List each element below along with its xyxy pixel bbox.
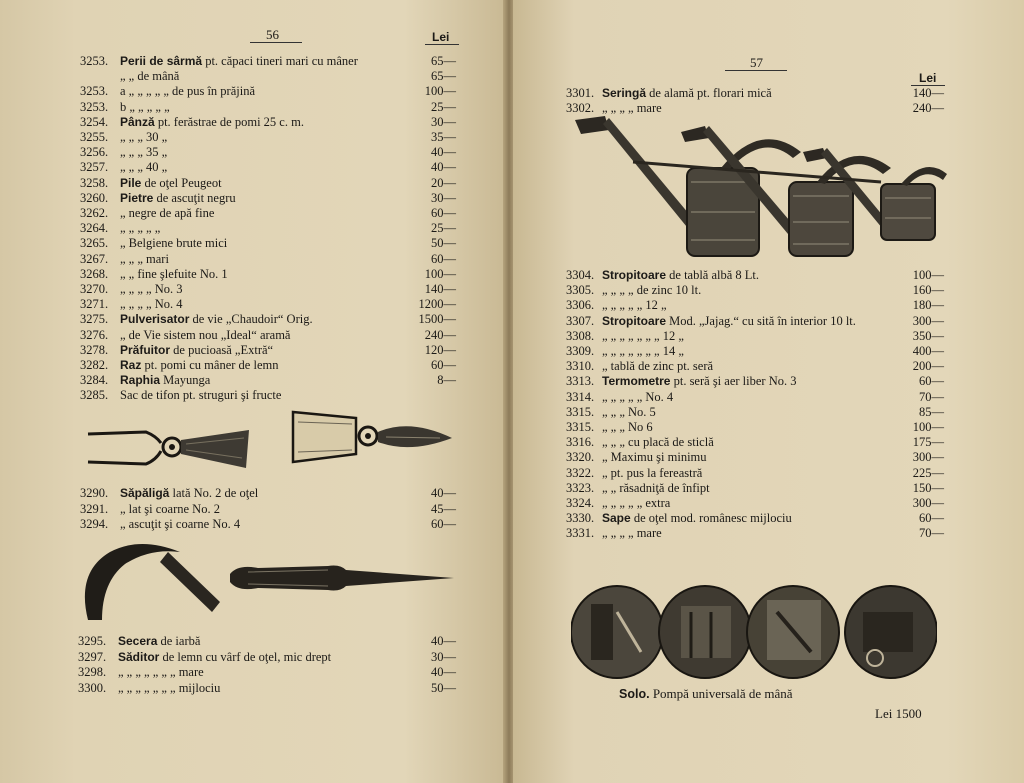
catalog-row — [80, 358, 456, 372]
catalog-row — [80, 100, 456, 114]
item-text: „ „ „ „ „ „ „ 14 „ — [602, 344, 684, 358]
item-price: 60— — [919, 374, 944, 389]
catalog-row — [566, 511, 944, 525]
item-price: 70— — [919, 526, 944, 541]
item-code: 3253. — [80, 99, 109, 114]
item-text: Mayunga — [163, 373, 211, 388]
item-description — [120, 297, 182, 311]
item-description — [120, 115, 304, 129]
item-description — [602, 466, 702, 480]
item-description — [120, 69, 179, 83]
item-code: 3301. — [566, 86, 595, 100]
item-code: 3300. — [78, 680, 107, 695]
catalog-row — [566, 359, 944, 373]
item-text: „ „ „ 35 „ — [120, 145, 168, 160]
catalog-row — [80, 206, 456, 220]
item-name: Pulverisator — [120, 312, 190, 327]
item-description — [602, 359, 713, 373]
currency-header: Lei — [919, 71, 937, 85]
item-description — [602, 374, 796, 388]
pump-price: Lei 1500 — [875, 706, 922, 721]
item-description — [602, 298, 667, 312]
item-code: 3257. — [80, 160, 109, 175]
item-price: 350— — [912, 328, 944, 343]
item-price: 35— — [431, 130, 456, 144]
item-description — [120, 84, 255, 98]
catalog-row — [566, 329, 944, 343]
item-description — [120, 130, 167, 144]
item-code: 3260. — [80, 190, 109, 205]
item-code: 3258. — [80, 175, 109, 190]
item-description — [120, 358, 278, 372]
item-code: 3320. — [566, 450, 595, 465]
pump-name: Solo. — [619, 687, 650, 701]
item-code: 3331. — [566, 526, 595, 541]
item-code: 3262. — [80, 206, 109, 220]
item-code: 3302. — [566, 101, 595, 115]
item-text: „ „ „ „ mare — [602, 101, 662, 115]
item-name: Săpăligă — [120, 486, 170, 500]
right-page — [513, 0, 1024, 783]
item-description — [602, 496, 670, 510]
item-name: Pile — [120, 175, 142, 190]
catalog-row — [80, 176, 456, 190]
item-description — [120, 373, 210, 387]
item-code: 3330. — [566, 511, 595, 526]
item-text: pt. ferăstrae de pomi 25 c. m. — [157, 114, 304, 129]
item-text: „ „ „ „ „ „ „ mijlociu — [118, 680, 221, 695]
item-price: 20— — [431, 175, 456, 190]
item-description — [120, 252, 169, 266]
item-text: „ „ „ No 6 — [602, 420, 653, 434]
item-price: 160— — [912, 283, 944, 298]
item-description — [602, 511, 792, 525]
item-price: 65— — [431, 69, 456, 84]
catalog-row — [566, 344, 944, 358]
item-text: „ „ „ „ „ „ „ mare — [118, 665, 204, 679]
item-text: „ „ „ „ No. 3 — [120, 282, 183, 296]
pump-description: Pompă universală de mână — [652, 686, 793, 701]
item-name: Sape — [602, 511, 631, 526]
item-description — [602, 268, 759, 282]
catalog-row — [566, 435, 944, 449]
item-description — [120, 176, 222, 190]
catalog-row — [80, 130, 456, 144]
item-text: „ „ de mână — [120, 69, 180, 84]
item-name: Săditor — [118, 649, 160, 664]
catalog-row — [80, 84, 456, 98]
item-price: 300— — [912, 313, 944, 328]
item-code: 3313. — [566, 374, 595, 389]
catalog-row — [80, 160, 456, 174]
item-text: de ascuţit negru — [156, 190, 236, 205]
item-code: 3307. — [566, 313, 595, 328]
catalog-row — [566, 268, 944, 282]
catalog-row — [566, 450, 944, 464]
item-text: „ negre de apă fine — [120, 206, 215, 220]
item-description — [120, 312, 313, 326]
item-text: „ ascuţit şi coarne No. 4 — [120, 517, 241, 531]
item-text: „ „ „ 30 „ — [120, 130, 168, 144]
item-text: a „ „ „ „ „ de pus în prăjină — [120, 84, 256, 99]
item-code: 3297. — [78, 649, 107, 664]
item-code: 3315. — [566, 404, 595, 419]
item-description — [602, 526, 662, 540]
item-text: „ „ „ „ No. 4 — [120, 297, 183, 312]
item-description — [120, 145, 167, 159]
item-code: 3276. — [80, 327, 109, 342]
item-description — [602, 405, 656, 419]
currency-header-rule — [425, 44, 459, 45]
item-description — [120, 502, 220, 516]
item-code: 3314. — [566, 389, 595, 404]
item-description — [118, 665, 204, 679]
item-description — [120, 388, 281, 402]
catalog-row — [566, 466, 944, 480]
catalog-row — [566, 496, 944, 510]
catalog-row — [80, 69, 456, 83]
item-description — [602, 283, 701, 297]
item-name: Secera — [118, 634, 158, 648]
item-text: „ lat şi coarne No. 2 — [120, 501, 220, 516]
item-price: 40— — [431, 145, 456, 160]
item-price: 45— — [431, 501, 456, 516]
item-code: 3316. — [566, 435, 595, 450]
item-price: 40— — [431, 486, 456, 500]
sickle-illustration — [80, 542, 230, 622]
item-price: 30— — [431, 190, 456, 205]
item-description — [602, 420, 653, 434]
item-code: 3294. — [80, 517, 109, 531]
item-code: 3253. — [80, 54, 109, 68]
catalog-row — [566, 405, 944, 419]
catalog-row — [80, 502, 456, 516]
pump-photos-illustration — [571, 582, 937, 682]
item-text: pt. seră şi aer liber No. 3 — [673, 374, 797, 389]
catalog-row — [80, 297, 456, 311]
catalog-row — [80, 236, 456, 250]
item-description — [120, 54, 358, 68]
item-code: 3315. — [566, 420, 595, 434]
item-text: „ „ „ „ „ „ „ 12 „ — [602, 328, 684, 343]
catalog-row — [566, 420, 944, 434]
item-code: 3305. — [566, 283, 595, 298]
item-text: „ „ „ 40 „ — [120, 160, 168, 175]
item-price: 40— — [431, 160, 456, 175]
item-code: 3298. — [78, 665, 107, 679]
item-code: 3295. — [78, 634, 107, 648]
page-number-rule — [250, 42, 302, 43]
item-price: 85— — [919, 404, 944, 419]
item-price: 25— — [431, 99, 456, 114]
item-price: 100— — [424, 266, 456, 281]
item-description — [120, 517, 240, 531]
item-code: 3323. — [566, 480, 595, 495]
item-price: 150— — [912, 480, 944, 495]
item-text: lată No. 2 de oţel — [172, 486, 259, 500]
item-text: pt. pomi cu mâner de lemn — [144, 358, 279, 372]
catalog-row — [80, 486, 456, 500]
item-description — [120, 486, 258, 500]
item-code: 3285. — [80, 388, 109, 403]
hoe-illustration-1 — [86, 418, 254, 474]
item-code: 3304. — [566, 268, 595, 282]
item-text: „ „ „ No. 5 — [602, 404, 656, 419]
item-code: 3308. — [566, 328, 595, 343]
catalog-row — [78, 650, 456, 664]
item-price: 30— — [431, 114, 456, 129]
item-price: 1500— — [418, 312, 456, 327]
item-price: 8— — [437, 373, 456, 388]
item-code: 3256. — [80, 145, 109, 160]
item-description — [602, 344, 684, 358]
catalog-row — [566, 314, 944, 328]
catalog-row — [80, 517, 456, 531]
item-code: 3291. — [80, 501, 109, 516]
item-name: Termometre — [602, 374, 671, 389]
item-price: 25— — [431, 221, 456, 236]
item-code: 3310. — [566, 359, 595, 374]
item-code: 3264. — [80, 221, 109, 236]
item-price: 120— — [424, 342, 456, 357]
item-code: 3275. — [80, 312, 109, 327]
item-price: 60— — [919, 511, 944, 526]
item-code: 3270. — [80, 282, 109, 296]
catalog-row — [78, 681, 456, 695]
item-text: Sac de tifon pt. struguri şi fructe — [120, 388, 282, 403]
item-price: 60— — [431, 206, 456, 220]
item-text: „ tablă de zinc pt. seră — [602, 359, 714, 374]
item-description — [118, 650, 331, 664]
item-description — [118, 634, 200, 648]
item-description — [602, 314, 856, 328]
item-text: „ „ „ „ „ 12 „ — [602, 298, 667, 313]
item-code: 3265. — [80, 236, 109, 251]
watering-cans-illustration — [571, 112, 951, 262]
item-price: 40— — [431, 634, 456, 648]
item-name: Pietre — [120, 190, 154, 205]
item-price: 200— — [912, 359, 944, 374]
item-code: 3267. — [80, 251, 109, 266]
item-text: „ „ „ „ mare — [602, 526, 662, 541]
item-text: de oţel mod. românesc mijlociu — [633, 511, 792, 526]
item-price: 140— — [912, 86, 944, 100]
catalog-row — [78, 634, 456, 648]
catalog-row — [80, 145, 456, 159]
item-code: 3278. — [80, 342, 109, 357]
catalog-row — [80, 267, 456, 281]
item-price: 70— — [919, 389, 944, 404]
item-code: 3309. — [566, 344, 595, 358]
hoe-illustration-2 — [290, 408, 455, 466]
catalog-row — [566, 298, 944, 312]
item-text: „ „ „ „ de zinc 10 lt. — [602, 283, 702, 298]
item-price: 30— — [431, 649, 456, 664]
item-description — [602, 86, 772, 100]
item-description — [602, 390, 673, 404]
item-description — [120, 221, 160, 235]
item-text: de lemn cu vârf de oţel, mic drept — [162, 649, 332, 664]
item-description — [120, 206, 214, 220]
item-code: 3268. — [80, 266, 109, 281]
catalog-row — [566, 390, 944, 404]
dibber-illustration — [228, 560, 456, 596]
item-name: Seringă — [602, 86, 647, 100]
catalog-row — [566, 283, 944, 297]
item-price: 140— — [424, 282, 456, 296]
item-code: 3324. — [566, 496, 595, 510]
item-name: Pânză — [120, 114, 155, 129]
item-text: de oţel Peugeot — [144, 175, 222, 190]
item-price: 240— — [912, 101, 944, 115]
item-code: 3290. — [80, 486, 109, 500]
item-description — [602, 329, 684, 343]
catalog-row — [566, 86, 944, 100]
item-price: 300— — [912, 496, 944, 510]
catalog-row — [80, 343, 456, 357]
catalog-row — [566, 374, 944, 388]
item-price: 240— — [424, 327, 456, 342]
item-price: 300— — [912, 450, 944, 465]
item-name: Stropitoare — [602, 313, 667, 328]
item-description — [120, 191, 236, 205]
item-text: Mod. „Jajag.“ cu sită în interior 10 lt. — [669, 313, 856, 328]
item-text: „ „ răsadniţă de înfipt — [602, 480, 710, 495]
item-text: „ „ „ „ „ — [120, 221, 161, 236]
item-code: 3322. — [566, 465, 595, 480]
catalog-row — [80, 312, 456, 326]
item-code: 3271. — [80, 297, 109, 312]
catalog-row — [80, 282, 456, 296]
catalog-row — [80, 191, 456, 205]
item-description — [602, 450, 707, 464]
item-price: 180— — [912, 298, 944, 313]
item-price: 40— — [431, 665, 456, 679]
item-text: „ „ fine şlefuite No. 1 — [120, 266, 228, 281]
item-name: Stropitoare — [602, 268, 667, 282]
item-description — [120, 328, 290, 342]
item-text: „ pt. pus la fereastră — [602, 465, 703, 480]
item-price: 60— — [431, 251, 456, 266]
catalog-row — [80, 115, 456, 129]
catalog-row — [80, 373, 456, 387]
item-name: Raphia — [120, 373, 161, 388]
currency-header: Lei — [432, 30, 450, 44]
item-name: Raz — [120, 358, 142, 372]
item-price: 60— — [431, 517, 456, 531]
item-description — [120, 282, 182, 296]
catalog-row — [566, 526, 944, 540]
item-code: 3253. — [80, 84, 109, 99]
item-price: 50— — [431, 236, 456, 251]
item-description — [120, 343, 273, 357]
item-text: de pucioasă „Extră“ — [173, 342, 274, 357]
item-text: „ Maximu şi minimu — [602, 450, 707, 465]
item-price: 100— — [912, 420, 944, 434]
item-description — [120, 100, 170, 114]
item-code: 3282. — [80, 358, 109, 372]
item-name: Prăfuitor — [120, 342, 171, 357]
item-price: 1200— — [418, 297, 456, 312]
catalog-row — [80, 388, 456, 402]
item-text: de alamă pt. florari mică — [649, 86, 772, 100]
item-price: 50— — [431, 680, 456, 695]
item-text: de vie „Chaudoir“ Orig. — [192, 312, 313, 327]
item-price: 175— — [912, 435, 944, 450]
item-description — [602, 481, 710, 495]
item-price: 60— — [431, 358, 456, 372]
item-text: b „ „ „ „ „ — [120, 99, 170, 114]
item-text: de tablă albă 8 Lt. — [669, 268, 760, 282]
catalog-row — [80, 252, 456, 266]
catalog-row — [78, 665, 456, 679]
item-text: de iarbă — [160, 634, 201, 648]
item-price: 225— — [912, 465, 944, 480]
item-text: „ „ „ cu placă de sticlă — [602, 435, 714, 450]
item-code: 3306. — [566, 298, 595, 313]
page-number-rule — [725, 70, 787, 71]
catalog-row — [566, 481, 944, 495]
item-text: pt. căpaci tineri mari cu mâner — [205, 54, 358, 68]
item-text: „ de Vie sistem nou „Ideal“ aramă — [120, 327, 291, 342]
page-number: 57 — [750, 55, 763, 70]
item-text: „ „ „ „ „ extra — [602, 496, 671, 510]
item-code: 3284. — [80, 373, 109, 388]
item-price: 65— — [431, 54, 456, 68]
item-description — [118, 681, 220, 695]
item-price: 400— — [912, 344, 944, 358]
catalog-row — [80, 328, 456, 342]
left-page — [0, 0, 505, 783]
item-code: 3254. — [80, 114, 109, 129]
item-name: Perii de sârmă — [120, 54, 203, 68]
pump-caption — [619, 686, 793, 702]
page-number: 56 — [266, 27, 279, 42]
item-price: 100— — [424, 84, 456, 99]
item-description — [120, 267, 228, 281]
catalog-row — [80, 54, 456, 68]
catalog-row — [80, 221, 456, 235]
item-description — [602, 435, 714, 449]
item-description — [120, 236, 227, 250]
item-code: 3255. — [80, 130, 109, 144]
item-price: 100— — [912, 268, 944, 282]
item-text: „ „ „ „ „ No. 4 — [602, 389, 674, 404]
item-text: „ „ „ mari — [120, 251, 169, 266]
item-text: „ Belgiene brute mici — [120, 236, 228, 251]
item-description — [120, 160, 167, 174]
